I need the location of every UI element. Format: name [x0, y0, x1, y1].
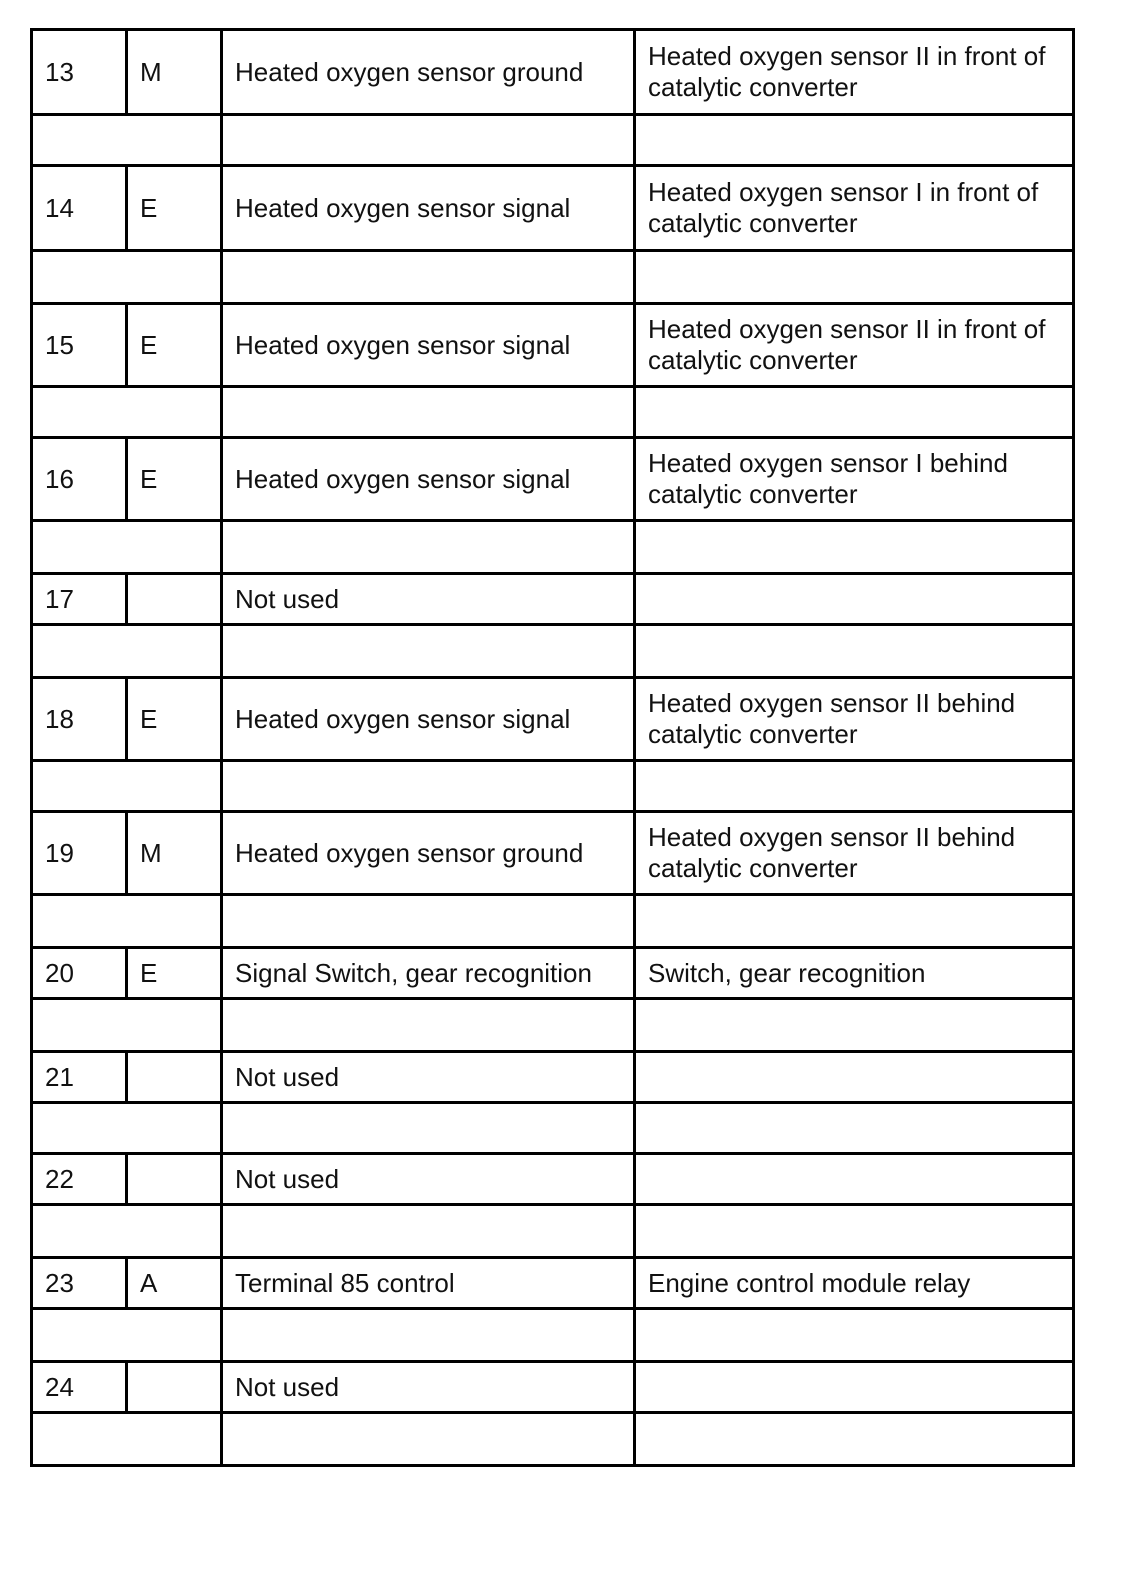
spacer-row — [32, 895, 1074, 948]
pin-component — [635, 574, 1074, 625]
signal-type — [127, 1362, 222, 1413]
pin-component: Heated oxygen sensor II in front of catalytic converter — [635, 30, 1074, 115]
pin-number: 16 — [32, 438, 127, 521]
pin-component: Heated oxygen sensor I behind catalytic converter — [635, 438, 1074, 521]
pin-number: 22 — [32, 1154, 127, 1205]
spacer-row — [32, 1309, 1074, 1362]
pin-component: Heated oxygen sensor II in front of catalytic converter — [635, 304, 1074, 387]
signal-type: A — [127, 1258, 222, 1309]
table-row — [32, 304, 1074, 387]
pin-number: 24 — [32, 1362, 127, 1413]
spacer-row — [32, 1205, 1074, 1258]
signal-type: E — [127, 678, 222, 761]
pin-number: 23 — [32, 1258, 127, 1309]
signal-type: M — [127, 812, 222, 895]
signal-type: E — [127, 438, 222, 521]
pin-component — [635, 1154, 1074, 1205]
pin-function: Heated oxygen sensor signal — [222, 678, 635, 761]
pin-function: Not used — [222, 1362, 635, 1413]
signal-type — [127, 574, 222, 625]
table-row — [32, 1362, 1074, 1413]
table-row — [32, 812, 1074, 895]
spacer-row — [32, 1103, 1074, 1154]
pin-function: Signal Switch, gear recognition — [222, 948, 635, 999]
spacer-row — [32, 1413, 1074, 1466]
pin-component: Engine control module relay — [635, 1258, 1074, 1309]
signal-type: E — [127, 948, 222, 999]
pin-function: Heated oxygen sensor ground — [222, 812, 635, 895]
spacer-row — [32, 251, 1074, 304]
pin-number: 15 — [32, 304, 127, 387]
table-row — [32, 948, 1074, 999]
pin-component: Heated oxygen sensor II behind catalytic converter — [635, 678, 1074, 761]
table-row — [32, 574, 1074, 625]
signal-type — [127, 1154, 222, 1205]
pin-function: Terminal 85 control — [222, 1258, 635, 1309]
pin-number: 13 — [32, 30, 127, 115]
pin-number: 18 — [32, 678, 127, 761]
spacer-row — [32, 387, 1074, 438]
pin-function: Not used — [222, 1052, 635, 1103]
pin-number: 19 — [32, 812, 127, 895]
spacer-row — [32, 625, 1074, 678]
table-row — [32, 678, 1074, 761]
signal-type: M — [127, 30, 222, 115]
pin-function: Heated oxygen sensor signal — [222, 438, 635, 521]
spacer-row — [32, 999, 1074, 1052]
pin-function: Not used — [222, 1154, 635, 1205]
table-row — [32, 1052, 1074, 1103]
signal-type: E — [127, 166, 222, 251]
table-row — [32, 30, 1074, 115]
pin-number: 21 — [32, 1052, 127, 1103]
pin-function: Heated oxygen sensor signal — [222, 166, 635, 251]
pin-number: 14 — [32, 166, 127, 251]
signal-type: E — [127, 304, 222, 387]
signal-type — [127, 1052, 222, 1103]
pin-component — [635, 1052, 1074, 1103]
pin-assignment-table — [30, 28, 1075, 1467]
pin-number: 17 — [32, 574, 127, 625]
table-row — [32, 166, 1074, 251]
pin-component: Heated oxygen sensor I in front of catalytic converter — [635, 166, 1074, 251]
pin-function: Heated oxygen sensor signal — [222, 304, 635, 387]
pin-component: Switch, gear recognition — [635, 948, 1074, 999]
table-row — [32, 1258, 1074, 1309]
table-row — [32, 438, 1074, 521]
table-row — [32, 1154, 1074, 1205]
pin-function: Heated oxygen sensor ground — [222, 30, 635, 115]
pin-number: 20 — [32, 948, 127, 999]
pin-component — [635, 1362, 1074, 1413]
pin-function: Not used — [222, 574, 635, 625]
spacer-row — [32, 115, 1074, 166]
spacer-row — [32, 761, 1074, 812]
pin-component: Heated oxygen sensor II behind catalytic converter — [635, 812, 1074, 895]
spacer-row — [32, 521, 1074, 574]
